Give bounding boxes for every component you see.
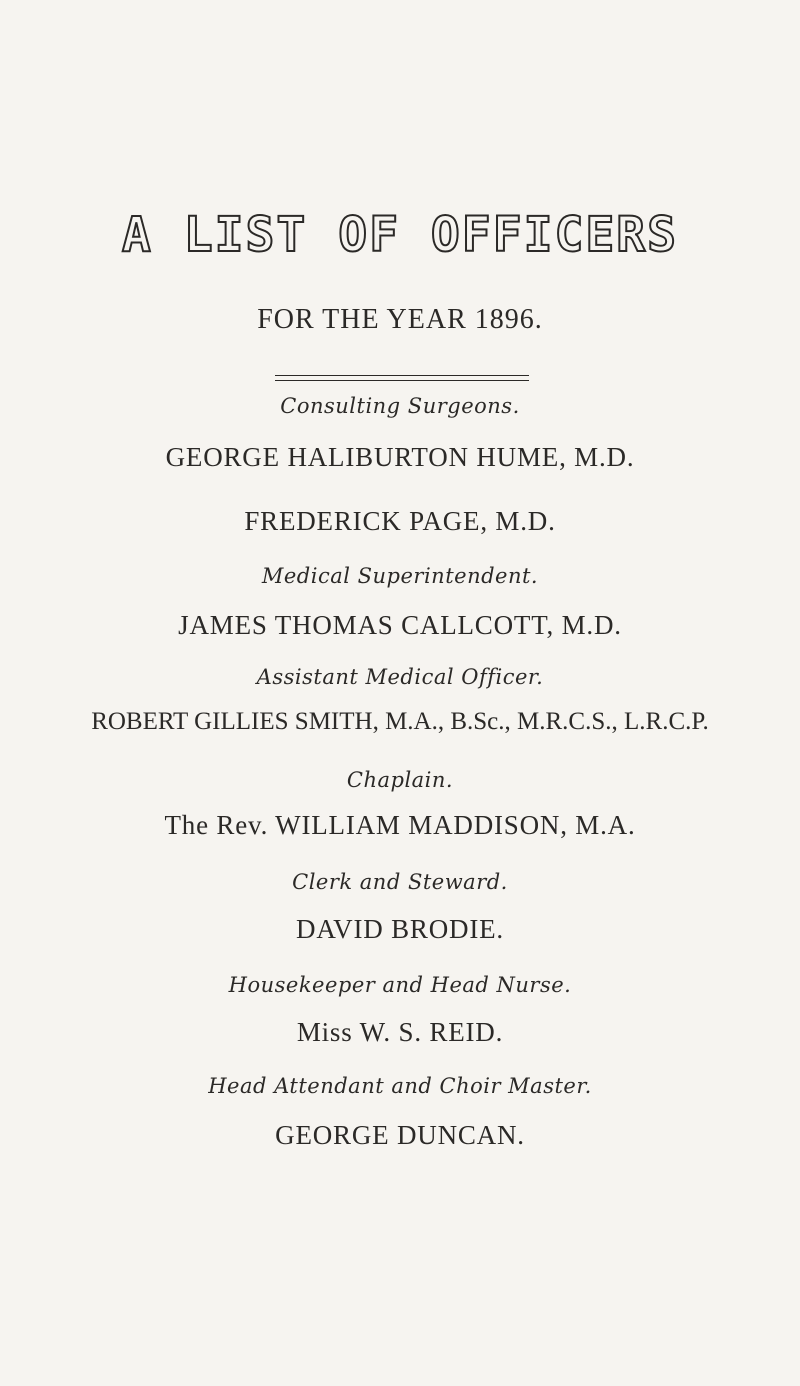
document-subtitle: FOR THE YEAR 1896. bbox=[257, 304, 543, 335]
officer-name: ROBERT GILLIES SMITH, M.A., B.Sc., M.R.C.S., L.R.C.P. bbox=[91, 708, 709, 735]
section-heading-chaplain: Chaplain. bbox=[346, 768, 454, 792]
officer-name: The Rev. WILLIAM MADDISON, M.A. bbox=[164, 810, 636, 840]
section-heading-assistant-medical-officer: Assistant Medical Officer. bbox=[256, 665, 544, 689]
officer-name: FREDERICK PAGE, M.D. bbox=[244, 506, 556, 536]
double-rule-bottom bbox=[275, 380, 529, 381]
section-heading-clerk-and-steward: Clerk and Steward. bbox=[292, 870, 508, 894]
section-heading-head-attendant-and-choir-master: Head Attendant and Choir Master. bbox=[208, 1074, 592, 1098]
double-rule-top bbox=[275, 375, 529, 376]
document-title: A LIST OF OFFICERS bbox=[121, 207, 679, 263]
officer-name: DAVID BRODIE. bbox=[296, 914, 504, 944]
officer-name: JAMES THOMAS CALLCOTT, M.D. bbox=[178, 610, 622, 640]
section-heading-consulting-surgeons: Consulting Surgeons. bbox=[280, 394, 520, 418]
section-heading-medical-superintendent: Medical Superintendent. bbox=[261, 564, 539, 588]
officer-name: Miss W. S. REID. bbox=[296, 1017, 504, 1047]
officer-name: GEORGE DUNCAN. bbox=[275, 1120, 525, 1150]
officer-name: GEORGE HALIBURTON HUME, M.D. bbox=[165, 442, 635, 472]
section-heading-housekeeper-and-head-nurse: Housekeeper and Head Nurse. bbox=[228, 973, 572, 997]
